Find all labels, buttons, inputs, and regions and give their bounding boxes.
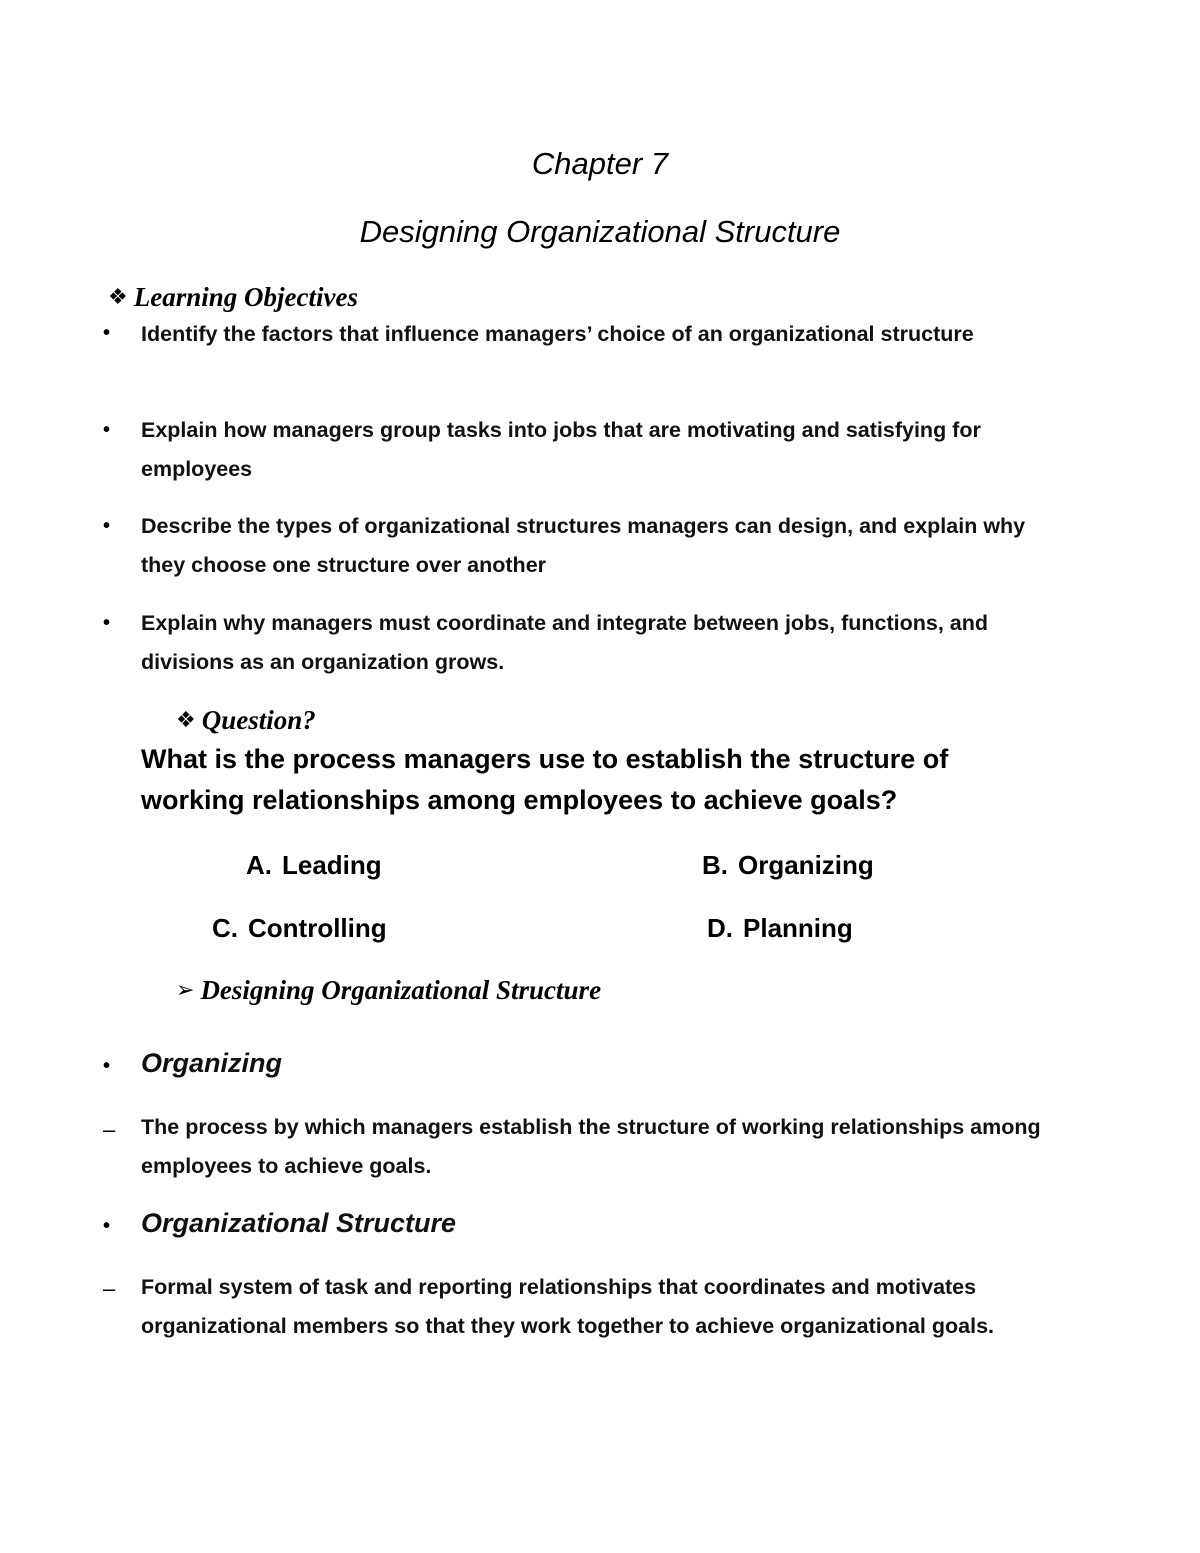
option-letter: A. — [246, 850, 272, 880]
page-title: Designing Organizational Structure — [359, 214, 841, 249]
term-heading: Organizational Structure — [141, 1208, 457, 1238]
term-heading: Organizing — [141, 1048, 282, 1078]
learning-objectives-label: Learning Objectives — [133, 282, 358, 312]
bullet-icon: • — [103, 322, 111, 344]
section-heading — [176, 975, 601, 1006]
objective-item: Explain how managers group tasks into jobs that are motivating and satisfying for employees — [141, 418, 981, 481]
option-letter: B. — [702, 850, 728, 880]
bullet-icon: • — [103, 612, 111, 634]
option-a — [246, 850, 382, 881]
chapter-label: Chapter 7 — [531, 146, 669, 181]
objective-item: Describe the types of organizational structures managers can design, and explain why they choose one structure over another — [141, 514, 1026, 577]
dash-icon: – — [103, 1117, 116, 1142]
option-letter: D. — [707, 913, 733, 943]
objective-item: Identify the factors that influence managers’ choice of an organizational structure — [141, 322, 974, 346]
diamond-bullet-icon: ❖ — [176, 708, 196, 733]
learning-objectives-heading — [108, 282, 358, 313]
bullet-icon: • — [103, 419, 111, 441]
bullet-icon: • — [103, 515, 111, 537]
option-label: Controlling — [248, 913, 387, 943]
dash-icon: – — [103, 1276, 116, 1301]
option-b — [702, 850, 874, 881]
diamond-bullet-icon: ❖ — [108, 285, 128, 310]
question-heading — [176, 705, 316, 736]
term-definition: The process by which managers establish the structure of working relationships among employees to achieve goals. — [141, 1115, 1041, 1178]
bullet-icon: • — [103, 1215, 111, 1237]
objective-item: Explain why managers must coordinate and integrate between jobs, functions, and divisions as an organization grows. — [141, 611, 989, 674]
arrow-bullet-icon: ➢ — [176, 978, 195, 1003]
option-d — [707, 913, 853, 944]
question-label: Question? — [201, 705, 316, 735]
option-label: Leading — [282, 850, 382, 880]
section-heading-label: Designing Organizational Structure — [200, 975, 602, 1005]
term-definition: Formal system of task and reporting relationships that coordinates and motivates organizational members so that they work together to achieve organizational goals. — [141, 1275, 995, 1338]
question-text: What is the process managers use to establish the structure of working relationships among employees to achieve goals? — [141, 744, 949, 815]
option-label: Organizing — [738, 850, 874, 880]
option-letter: C. — [212, 913, 238, 943]
option-c — [212, 913, 387, 944]
bullet-icon: • — [103, 1055, 111, 1077]
option-label: Planning — [743, 913, 853, 943]
